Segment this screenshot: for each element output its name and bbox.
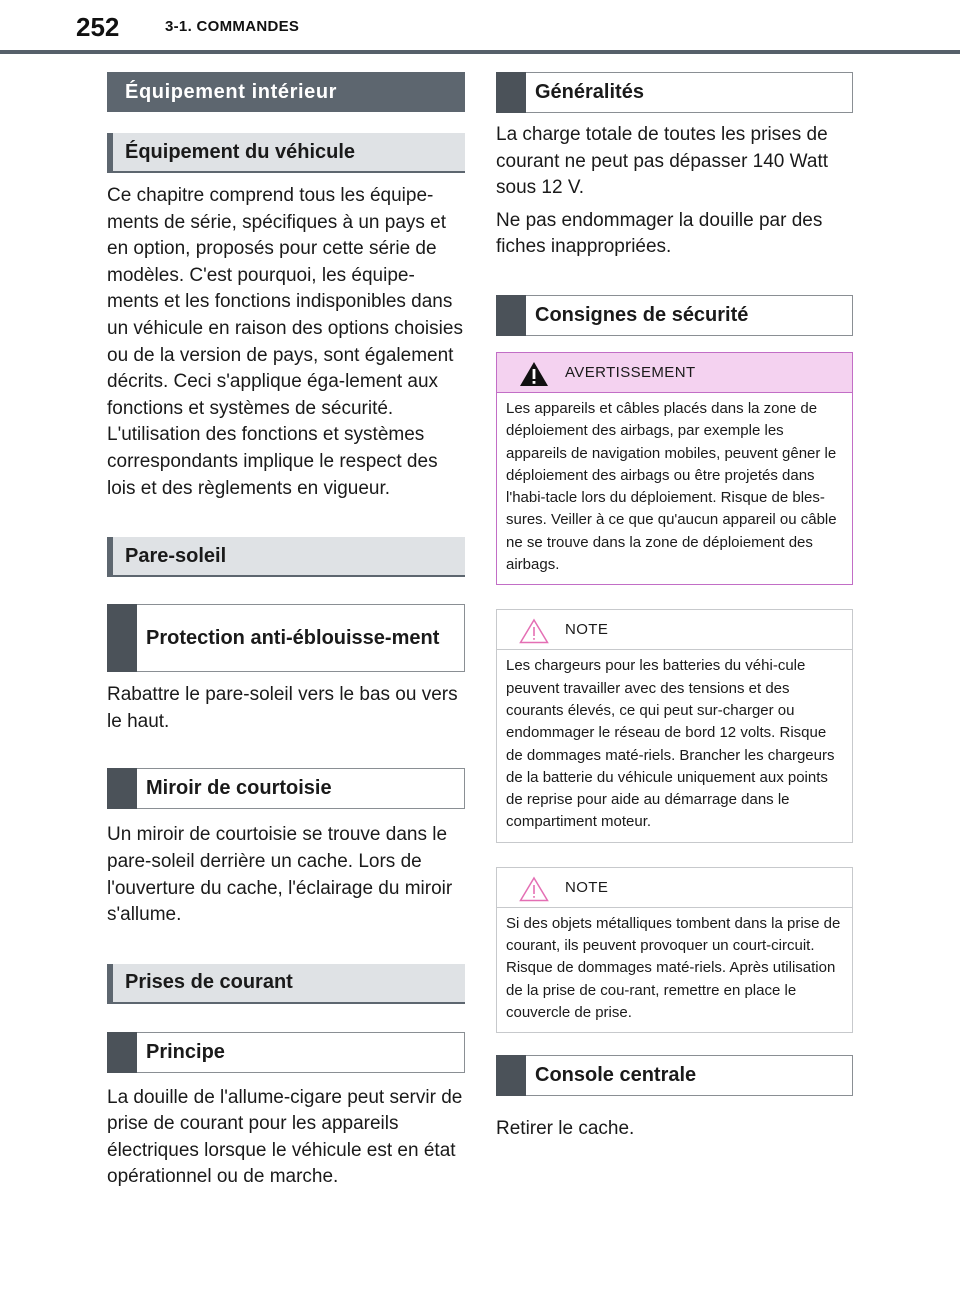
note-box-1 <box>496 609 853 842</box>
general-text-2: Ne pas endommager la douille par des fiches inappropriées. <box>496 209 823 258</box>
heading-safety: Consignes de sécurité <box>496 295 853 336</box>
principle-text: La douille de l'allume-cigare peut servir de prise de courant pour les appareils électriques lorsque le véhicule est en état opérationnel ou de marche. <box>107 1086 463 1188</box>
note-header-2 <box>497 868 852 908</box>
header-rule <box>0 50 960 54</box>
warning-label: AVERTISSEMENT <box>565 363 696 381</box>
section-title: Équipement intérieur <box>107 72 465 112</box>
mirror-text: Un miroir de courtoisie se trouve dans le pare-soleil derrière un cache. Lors de l'ouverture du cache, l'éclairage du miroir s'allume. <box>107 824 453 926</box>
warning-triangle-icon <box>519 361 549 387</box>
note-triangle-icon <box>519 618 549 644</box>
right-column <box>496 72 853 1143</box>
note-box-2 <box>496 867 853 1033</box>
note-triangle-icon <box>519 876 549 902</box>
page-header <box>0 0 960 56</box>
note-text-1: Les chargeurs pour les batteries du véhi-cule peuvent travailler avec des tensions et des courants élevés, ce qui peut sur-charger ou endommager le réseau de bord 12 volts. Risque de dommages maté-riels. Brancher les chargeurs de la batterie du véhicule uniquement aux points de reprise pour aide au démarrage dans le compartiment moteur. <box>506 657 835 831</box>
warning-header <box>497 353 852 393</box>
general-text-1: La charge totale de toutes les prises de courant ne peut pas dépasser 140 Watt sous 12 V. <box>496 124 829 199</box>
note-text-2: Si des objets métalliques tombent dans la prise de courant, ils peuvent provoquer un court-circuit. Risque de dommages maté-riels. Après utilisation de la prise de cou-rant, remettre en place le couvercle de prise. <box>506 914 841 1021</box>
heading-power-sockets: Prises de courant <box>107 964 465 1004</box>
page-number: 252 <box>76 12 120 42</box>
heading-principle: Principe <box>107 1032 465 1073</box>
heading-sun-visor: Pare-soleil <box>107 537 465 577</box>
chapter-title: 3-1. COMMANDES <box>165 18 300 35</box>
note-label-2: NOTE <box>565 878 609 896</box>
heading-vanity-mirror: Miroir de courtoisie <box>107 768 465 809</box>
console-text: Retirer le cache. <box>496 1118 635 1140</box>
note-label-1: NOTE <box>565 621 609 639</box>
warning-text: Les appareils et câbles placés dans la zone de déploiement des airbags, par exemple les appareils de navigation mobiles, peuvent gêner le déploiement des airbags ou être projetés dans l'habi-tacle lors du déploiement. Risque de bles-sures. Veiller à ce que qu'aucun appareil ou câble ne se trouve dans la zone de déploiement des airbags. <box>506 399 837 574</box>
note-header-1 <box>497 610 852 650</box>
warning-box <box>496 352 853 585</box>
glare-text: Rabattre le pare-soleil vers le bas ou vers le haut. <box>107 684 458 732</box>
equipment-text: Ce chapitre comprend tous les équipe-ments de série, spécifiques à un pays et en option, proposés pour cette série de modèles. C'est pourquoi, les équipe-ments et les fonctions indisponibles dans un véhicule en raison des options choisies ou de la version de pays, sont également décrits. Ceci s'applique éga-lement aux fonctions et systèmes de sécurité. L'utilisation des fonctions et systèmes correspondants implique le respect des lois et des règlements en vigueur. <box>107 185 463 499</box>
heading-glare-protection: Protection anti-éblouisse-ment <box>107 604 465 672</box>
heading-general: Généralités <box>496 72 853 113</box>
heading-equipment: Équipement du véhicule <box>107 133 465 173</box>
heading-center-console: Console centrale <box>496 1055 853 1096</box>
left-column <box>107 72 465 1191</box>
